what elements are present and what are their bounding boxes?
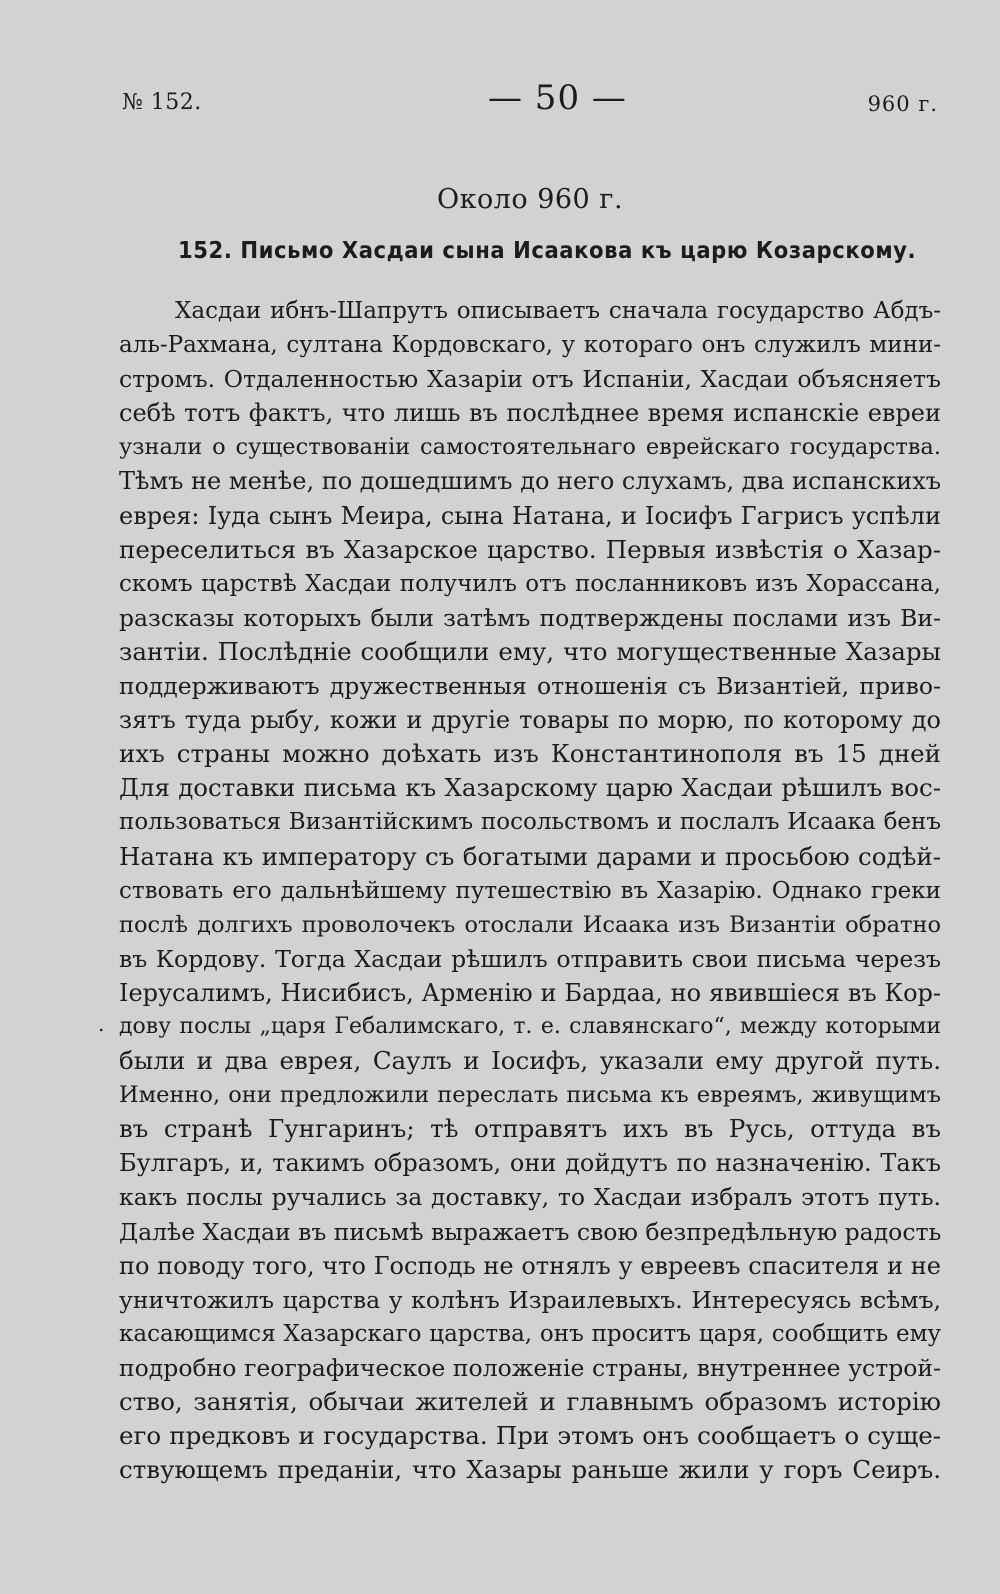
text-line: узнали о существованіи самостоятельнаго еврейскаго государства. bbox=[119, 434, 941, 461]
text-line: ство, занятія, обычаи жителей и главнымъ образомъ исторію bbox=[119, 1387, 941, 1416]
text-line: поддерживаютъ дружественныя отношенія съ Византіей, приво- bbox=[119, 672, 941, 701]
text-line: касающимся Хазарскаго царства, онъ проситъ царя, сообщить ему bbox=[119, 1320, 941, 1347]
text-line: ихъ страны можно доѣхать изъ Константинополя въ 15 дней bbox=[119, 739, 941, 769]
text-line: зантіи. Послѣдніе сообщили ему, что могущественные Хазары bbox=[119, 636, 941, 666]
text-line: послѣ долгихъ проволочекъ отослали Исаака изъ Византіи обратно bbox=[119, 911, 941, 938]
text-line: себѣ тотъ фактъ, что лишь въ послѣднее время испанскіе евреи bbox=[119, 399, 941, 428]
text-line: уничтожилъ царства у колѣнъ Израилевыхъ. Интересуясь всѣмъ, bbox=[119, 1285, 941, 1314]
text-line: ствовать его дальнѣйшему путешествію въ Хазарію. Однако греки bbox=[119, 877, 941, 904]
text-line: стромъ. Отдаленностью Хазаріи отъ Испаніи, Хасдаи объясняетъ bbox=[119, 365, 941, 394]
text-line: Булгаръ, и, такимъ образомъ, они дойдутъ по назначенію. Такъ bbox=[119, 1149, 941, 1178]
body-text bbox=[119, 294, 941, 1487]
date-heading: Около 960 г. bbox=[436, 184, 624, 215]
text-line: дову послы „царя Гебалимскаго, т. е. славянскаго“, между которыми bbox=[119, 1013, 941, 1039]
text-line: Далѣе Хасдаи въ письмѣ выражаетъ свою безпредѣльную радость bbox=[119, 1217, 941, 1246]
running-head bbox=[118, 78, 938, 122]
text-line: какъ послы ручались за доставку, то Хасдаи избралъ этотъ путь. bbox=[119, 1183, 941, 1212]
text-line: разсказы которыхъ были затѣмъ подтверждены послами изъ Ви- bbox=[119, 603, 941, 632]
text-line: аль-Рахмана, султана Кордовскаго, у котораго онъ служилъ мини- bbox=[119, 332, 941, 359]
margin-dot: . bbox=[98, 1012, 105, 1036]
text-line: пользоваться Византійскимъ посольствомъ и послалъ Исаака бенъ bbox=[119, 809, 941, 836]
text-line: скомъ царствѣ Хасдаи получилъ отъ посланниковъ изъ Хорассана, bbox=[119, 570, 941, 597]
text-line: въ Кордову. Тогда Хасдаи рѣшилъ отправить свои письма черезъ bbox=[119, 944, 941, 973]
document-title: 152. Письмо Хасдаи сына Исаакова къ царю Козарскому. bbox=[178, 238, 917, 264]
header-year: 960 г. bbox=[867, 92, 938, 116]
text-line: Тѣмъ не менѣе, по дошедшимъ до него слухамъ, два испанскихъ bbox=[119, 467, 941, 496]
text-line: еврея: Іуда сынъ Меира, сына Натана, и Іосифъ Гагрисъ успѣли bbox=[119, 501, 941, 530]
text-line: были и два еврея, Саулъ и Іосифъ, указали ему другой путь. bbox=[119, 1046, 941, 1076]
text-line: Именно, они предложили переслать письма къ евреямъ, живущимъ bbox=[119, 1082, 941, 1109]
text-line: Натана къ императору съ богатыми дарами и просьбою содѣй- bbox=[119, 841, 941, 871]
text-line: Іерусалимъ, Нисибисъ, Арменію и Бардаа, но явившіеся въ Кор- bbox=[119, 978, 941, 1007]
document-number: № 152. bbox=[122, 90, 202, 115]
text-line: ствующемъ преданіи, что Хазары раньше жили у горъ Сеиръ. bbox=[119, 1455, 941, 1485]
text-line: его предковъ и государства. При этомъ онъ сообщаетъ о суще- bbox=[119, 1421, 941, 1451]
text-line: Для доставки письма къ Хазарскому царю Хасдаи рѣшилъ вос- bbox=[119, 773, 941, 803]
text-line: по поводу того, что Господь не отнялъ у евреевъ спасителя и не bbox=[119, 1251, 941, 1280]
text-line: переселиться въ Хазарское царство. Первыя извѣстія о Хазар- bbox=[119, 534, 941, 564]
text-line: въ странѣ Гунгаринъ; тѣ отправятъ ихъ въ Русь, оттуда въ bbox=[119, 1114, 941, 1144]
text-line: зятъ туда рыбу, кожи и другіе товары по морю, по которому до bbox=[119, 706, 941, 735]
text-line: Хасдаи ибнъ-Шапрутъ описываетъ сначала государство Абдъ- bbox=[175, 298, 941, 324]
page-number: — 50 — bbox=[488, 78, 627, 118]
text-line: подробно географическое положеніе страны, внутреннее устрой- bbox=[119, 1353, 941, 1382]
